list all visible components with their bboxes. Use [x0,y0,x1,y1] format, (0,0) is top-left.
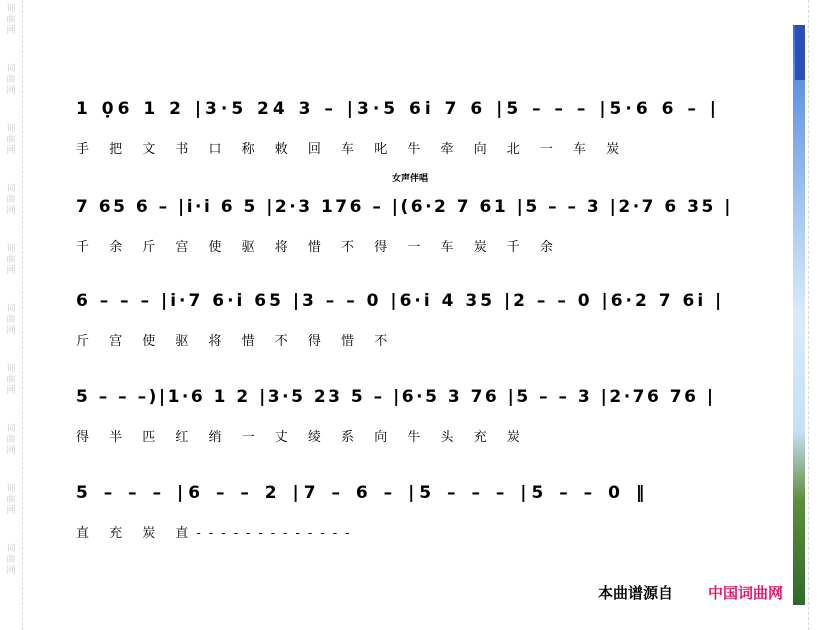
notation-line: 5 – – –)|1·6 1 2 |3·5 23 5 – |6·5 3 76 |5 – – 3 |2·76 76 | [76,387,716,407]
watermark-text: 词曲网 [6,184,16,216]
watermark-text: 词曲网 [6,484,16,516]
lyrics-line: 手 把 文 书 口 称 敕 回 车 叱 牛 牵 向 北 一 车 炭 [76,142,628,157]
lyrics-row [60,240,740,260]
notation-line: 1 0̣6 1 2 |3·5 24 3 – |3·5 6i 7 6 |5 – – – |5·6 6 – | [76,99,720,119]
score-line-1 [0,98,790,168]
notes-row [60,386,740,426]
watermark-text: 词曲网 [6,244,16,276]
notes-row [60,196,740,236]
score-line-2 [0,196,790,266]
notes-row [60,290,740,330]
notes-row [60,98,740,138]
source-label: 本曲谱源自 [598,584,674,602]
lyrics-row [60,430,740,450]
lyrics-line: 千 余 斤 宫 使 驱 将 惜 不 得 一 车 炭 千 余 [76,240,561,255]
score-line-5 [0,482,790,552]
watermark-text: 词曲网 [6,364,16,396]
watermark-text: 词曲网 [6,304,16,336]
lyrics-row [60,526,740,546]
chorus-annotation: 女声伴唱 [392,174,429,184]
lyrics-line: 得 半 匹 红 绡 一 丈 绫 系 向 牛 头 充 炭 [76,430,528,445]
decorative-side-image-top [795,25,805,80]
notation-line: 7 65 6 – |i·i 6 5 |2·3 176 – |(6·2 7 61 |5 – – 3 |2·7 6 35 | [76,197,733,217]
score-line-3 [0,290,790,360]
watermark-text: 词曲网 [6,4,16,36]
watermark-text: 词曲网 [6,424,16,456]
decorative-side-image [793,25,805,605]
watermark-text: 词曲网 [6,64,16,96]
notes-row [60,482,740,522]
notation-line: 5 – – – |6 – – 2 |7 – 6 – |5 – – – |5 – – 0 ‖ [76,483,650,503]
lyrics-row [60,142,740,162]
lyrics-line: 直 充 炭 直------------- [76,526,358,541]
lyrics-row [60,334,740,354]
lyrics-line: 斤 宫 使 驱 将 惜 不 得 惜 不 [76,334,396,349]
score-line-4 [0,386,790,456]
right-divider [808,0,810,630]
watermark-text: 词曲网 [6,544,16,576]
watermark-text: 词曲网 [6,124,16,156]
source-site-link[interactable]: 中国词曲网 [708,584,784,602]
notation-line: 6 – – – |i·7 6·i 65 |3 – – 0 |6·i 4 35 |2 – – 0 |6·2 7 6i | [76,291,725,311]
